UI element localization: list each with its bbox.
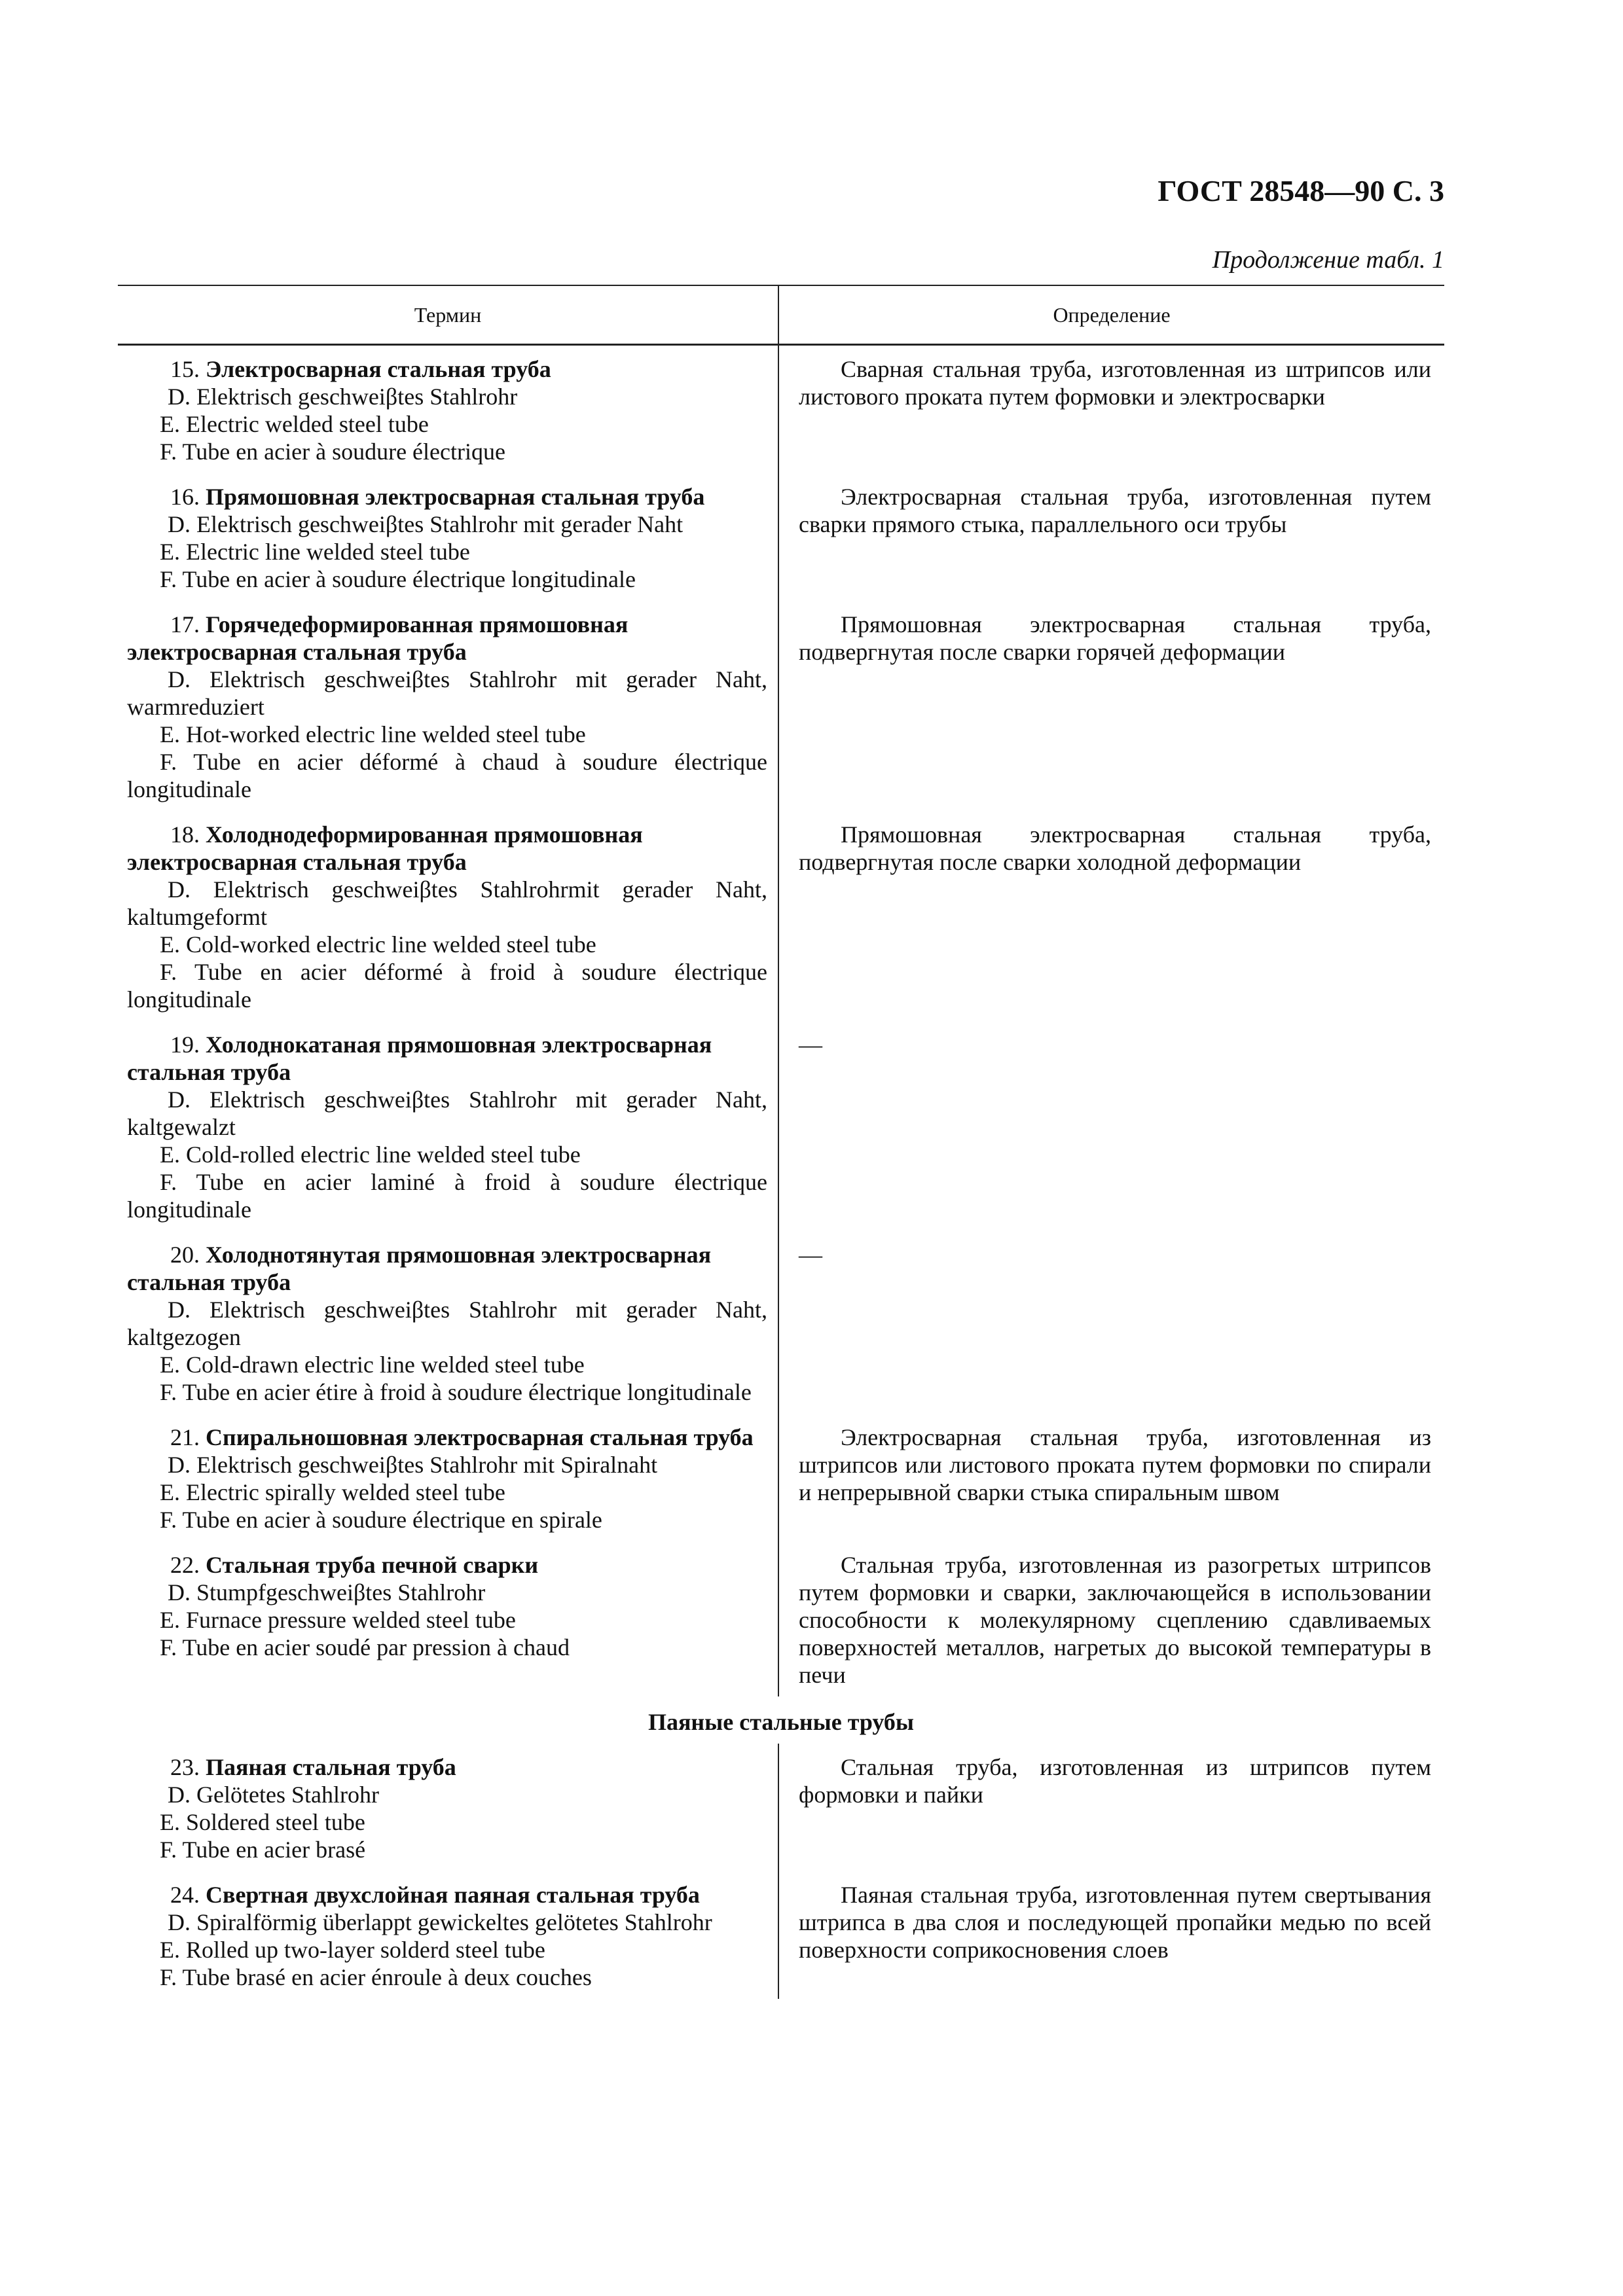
table-row [118,346,1444,473]
term-french: F. Tube en acier étire à froid à soudure électrique longitudinale [160,1379,752,1405]
term-french: F. Tube en acier déformé à chaud à soudure électrique longitudinale [127,749,767,802]
table-header [118,285,1444,346]
term-cell [118,601,779,811]
term-french: F. Tube en acier déformé à froid à soudure électrique longitudinale [127,959,767,1013]
term-english: E. Furnace pressure welded steel tube [160,1607,516,1633]
section-title: Паяные стальные трубы [647,1709,915,1735]
term-title: Спиральношовная электросварная стальная труба [206,1424,754,1450]
term-title: Холоднокатаная прямошовная электросварная стальная труба [127,1031,712,1085]
term-german: D. Gelötetes Stahlrohr [168,1782,379,1808]
term-french: F. Tube en acier soudé par pression à chaud [160,1634,570,1660]
term-english: E. Rolled up two-layer solderd steel tube [160,1937,545,1963]
definition-cell: Паяная стальная труба, изготовленная путем свертывания штрипса в два слоя и последующей пропайки медью по всей поверхности соприкосновения слоев [799,1882,1431,1963]
table-row [118,1021,1444,1231]
table-row [118,1414,1444,1541]
definition-cell: Электросварная стальная труба, изготовленная путем сварки прямого стыка, параллельного оси трубы [799,484,1431,537]
term-german: D. Elektrisch geschweiβtes Stahlrohr mit gerader Naht, kaltgewalzt [127,1086,767,1140]
term-german: D. Elektrisch geschweiβtes Stahlrohr mit gerader Naht, kaltgezogen [127,1297,767,1350]
term-heading [127,821,767,876]
term-title: Горячедеформированная прямошовная электросварная стальная труба [127,611,629,665]
term-german: D. Elektrisch geschweiβtes Stahlrohr mit Spiralnaht [168,1452,658,1478]
term-cell [118,1744,779,1871]
term-heading [127,1881,767,1909]
term-french: F. Tube en acier à soudure électrique [160,439,505,465]
term-title: Свертная двухслойная паяная стальная труба [206,1882,700,1908]
term-number: 24. [170,1882,200,1908]
definition-cell: Стальная труба, изготовленная из разогретых штрипсов путем формовки и сварки, заключающейся в использовании способности к молекулярному сцеплению сдавливаемых поверхностей металлов, нагретых до высокой температуры в печи [799,1552,1431,1688]
term-english: E. Electric line welded steel tube [160,539,470,565]
document-header: ГОСТ 28548—90 С. 3 [1158,174,1444,207]
term-cell [118,1871,779,1999]
term-english: E. Electric welded steel tube [160,411,429,437]
term-heading [127,1551,767,1579]
table-body [118,346,1444,1999]
term-cell [118,1541,779,1696]
term-cell [118,346,779,473]
term-french: F. Tube en acier brasé [160,1837,366,1863]
term-title: Прямошовная электросварная стальная труба [206,484,705,510]
term-french: F. Tube brasé en acier énroule à deux couches [160,1964,592,1990]
definition-cell: — [799,1242,822,1268]
term-title: Электросварная стальная труба [206,356,551,382]
term-number: 17. [170,611,200,637]
term-heading [127,1424,767,1451]
term-number: 19. [170,1031,200,1058]
term-heading [127,1031,767,1086]
definition-cell: Прямошовная электросварная стальная труба, подвергнутая после сварки холодной деформации [799,821,1431,875]
table-row [118,1871,1444,1999]
term-title: Паяная стальная труба [206,1754,456,1780]
terms-table [118,285,1444,1999]
term-cell [118,1231,779,1414]
table-row [118,1541,1444,1696]
term-heading [127,1753,767,1781]
table-row [118,1744,1444,1871]
term-number: 22. [170,1552,200,1578]
definition-cell: Электросварная стальная труба, изготовленная из штрипсов или листового проката путем формовки по спирали и непрерывной сварки стыка спиральным швом [799,1424,1431,1505]
term-german: D. Elektrisch geschweiβtes Stahlrohrmit gerader Naht, kaltumgeformt [127,876,767,930]
definition-cell: Прямошовная электросварная стальная труба, подвергнутая после сварки горячей деформации [799,611,1431,665]
term-english: E. Cold-worked electric line welded steel tube [160,931,596,958]
term-french: F. Tube en acier laminé à froid à soudure électrique longitudinale [127,1169,767,1223]
definition-cell: Сварная стальная труба, изготовленная из штрипсов или листового проката путем формовки и электросварки [799,356,1431,410]
term-german: D. Elektrisch geschweiβtes Stahlrohr [168,384,518,410]
term-cell [118,473,779,601]
term-heading [127,611,767,666]
term-number: 18. [170,821,200,848]
table-continuation-label: Продолжение табл. 1 [1212,246,1444,274]
term-english: E. Cold-rolled electric line welded steel tube [160,1141,581,1168]
term-german: D. Elektrisch geschweiβtes Stahlrohr mit gerader Naht [168,511,684,537]
term-german: D. Spiralförmig überlappt gewickeltes gelötetes Stahlrohr [168,1909,712,1935]
definition-cell: Стальная труба, изготовленная из штрипсов путем формовки и пайки [799,1754,1431,1808]
term-number: 23. [170,1754,200,1780]
term-number: 20. [170,1242,200,1268]
table-row [118,601,1444,811]
term-heading [127,1241,767,1296]
term-title: Холоднотянутая прямошовная электросварная стальная труба [127,1242,712,1295]
table-row [118,811,1444,1021]
term-cell [118,1021,779,1231]
column-header-definition: Определение [1053,302,1171,327]
term-title: Холоднодеформированная прямошовная электросварная стальная труба [127,821,643,875]
table-row [118,1231,1444,1414]
definition-cell: — [799,1031,822,1058]
term-german: D. Stumpfgeschweiβtes Stahlrohr [168,1579,486,1605]
term-french: F. Tube en acier à soudure électrique en spirale [160,1507,602,1533]
term-english: E. Cold-drawn electric line welded steel tube [160,1352,585,1378]
term-cell [118,811,779,1021]
term-number: 15. [170,356,200,382]
term-heading [127,483,767,511]
term-number: 16. [170,484,200,510]
term-german: D. Elektrisch geschweiβtes Stahlrohr mit gerader Naht, warmreduziert [127,666,767,720]
term-english: E. Hot-worked electric line welded steel tube [160,721,586,747]
column-header-term: Термин [118,286,779,344]
term-french: F. Tube en acier à soudure électrique longitudinale [160,566,636,592]
term-heading [127,355,767,383]
term-title: Стальная труба печной сварки [206,1552,539,1578]
table-row [118,473,1444,601]
term-english: E. Electric spirally welded steel tube [160,1479,505,1505]
term-english: E. Soldered steel tube [160,1809,365,1835]
term-number: 21. [170,1424,200,1450]
term-cell [118,1414,779,1541]
